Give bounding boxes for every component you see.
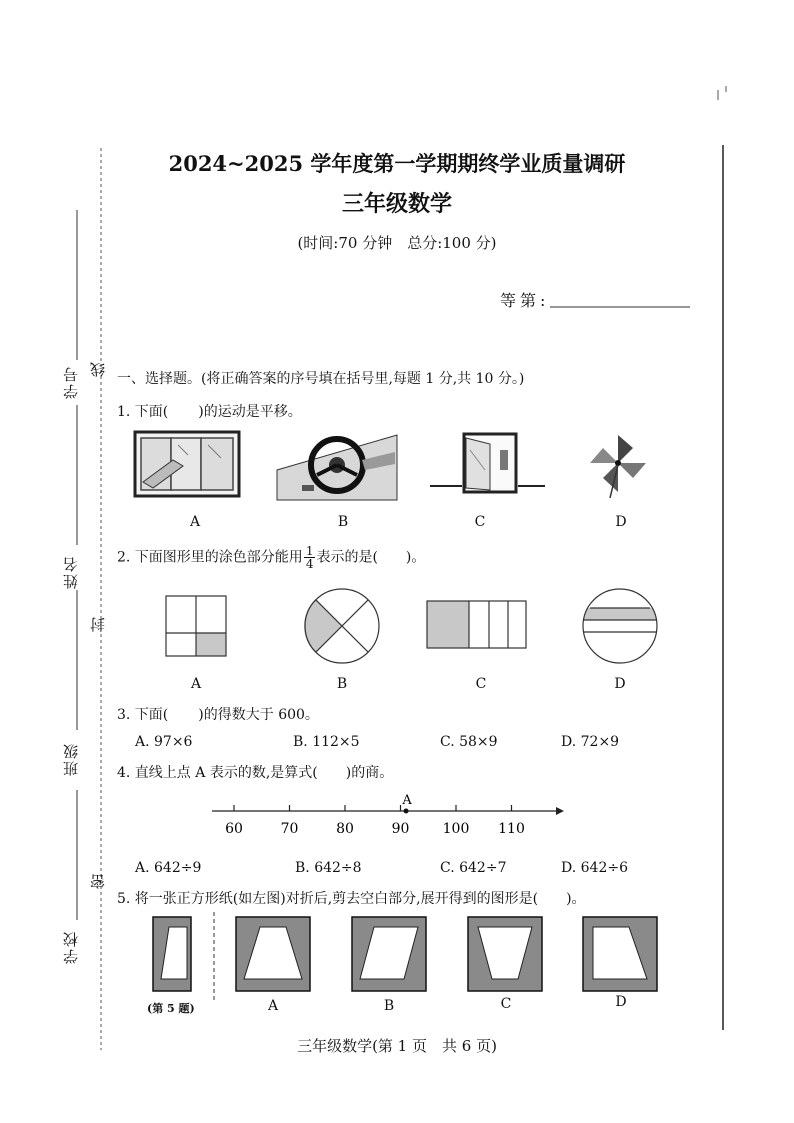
q5-label-b: B [383,998,395,1014]
q2-fraction-numerator: 1 [305,544,314,558]
q5-reference-label: (第 5 题) [147,1002,195,1015]
q5-option-d-figure [583,917,659,993]
q2-pre: 2. 下面图形里的涂色部分能用 [117,549,303,566]
q2-post: 表示的是( )。 [316,549,426,566]
q3-option-c: C. 58×9 [440,734,498,750]
q3-post: )的得数大于 600。 [198,707,319,723]
q2-fraction-denominator: 4 [305,557,314,571]
school-label: 学校 [62,930,80,964]
corner-mark [716,84,736,104]
q5-label-d: D [615,994,627,1010]
q1-steering-wheel-image [277,430,397,500]
q1-pre: 1. 下面( [117,404,169,420]
q4-text: 4. 直线上点 A 表示的数,是算式( )的商。 [117,765,394,781]
q3-text [117,704,319,724]
q3-pre: 3. 下面( [117,707,169,723]
section1-heading: 一、选择题。(将正确答案的序号填在括号里,每题 1 分,共 10 分。) [117,371,525,387]
binding-seal-char: 封 [89,615,107,632]
q1-label-a: A [189,514,201,530]
subject-title: 三年级数学 [341,191,452,217]
class-label: 班级 [62,742,80,776]
q2-label-c: C [475,676,487,692]
number-line-label-70: 70 [280,821,299,837]
q1-label-b: B [337,514,349,530]
q4-number-line [210,790,570,840]
q5-option-c-figure [468,917,544,993]
q2-figure-c [426,600,528,650]
page-footer: 三年级数学(第 1 页 共 6 页) [297,1037,497,1055]
q5-text: 5. 将一张正方形纸(如左图)对折后,剪去空白部分,展开得到的图形是( )。 [117,891,586,907]
name-label: 姓名 [62,555,80,589]
q3-option-a: A. 97×6 [135,734,193,750]
number-line-label-100: 100 [442,821,470,837]
q4-option-d: D. 642÷6 [561,860,628,876]
q4-option-c: C. 642÷7 [440,860,507,876]
q5-option-b-figure [352,917,428,993]
q5-option-a-figure [236,917,312,993]
q2-label-a: A [190,676,202,692]
number-line-label-80: 80 [336,821,354,837]
binding-secret-char: 密 [89,872,107,889]
q1-door-image [430,430,545,500]
number-line-label-60: 60 [225,821,243,837]
number-line-point-a [404,809,409,814]
q1-text [117,401,302,421]
q1-label-c: C [474,514,486,530]
q5-fold-dashed-line [213,912,217,1002]
student-no-label: 学号 [62,365,80,399]
q5-label-a: A [267,998,279,1014]
q4-option-b: B. 642÷8 [295,860,362,876]
q3-option-d: D. 72×9 [561,734,620,750]
q1-window-image [133,430,243,500]
q2-figure-b [304,588,380,664]
exam-title: 2024~2025 学年度第一学期期终学业质量调研 [168,151,626,176]
q5-reference-paper [153,917,193,993]
q2-text [117,545,425,570]
q2-label-d: D [614,676,626,692]
q5-label-c: C [500,996,512,1012]
q1-post: )的运动是平移。 [198,404,302,420]
q1-label-d: D [615,514,627,530]
q2-label-b: B [336,676,348,692]
binding-line-char: 线 [89,360,107,377]
grade-underline [550,306,700,310]
q2-figure-a [165,595,227,657]
grade-label: 等第: [500,291,550,310]
time-info: (时间:70 分钟 总分:100 分) [297,234,497,252]
q2-figure-d [582,588,658,664]
q3-option-b: B. 112×5 [293,734,360,750]
q1-pinwheel-image [588,430,648,500]
number-line-label-110: 110 [498,821,525,837]
number-line-point-a-label: A [402,793,412,808]
q4-option-a: A. 642÷9 [135,860,202,876]
q2-fraction [304,545,316,570]
number-line-label-90: 90 [391,821,410,837]
